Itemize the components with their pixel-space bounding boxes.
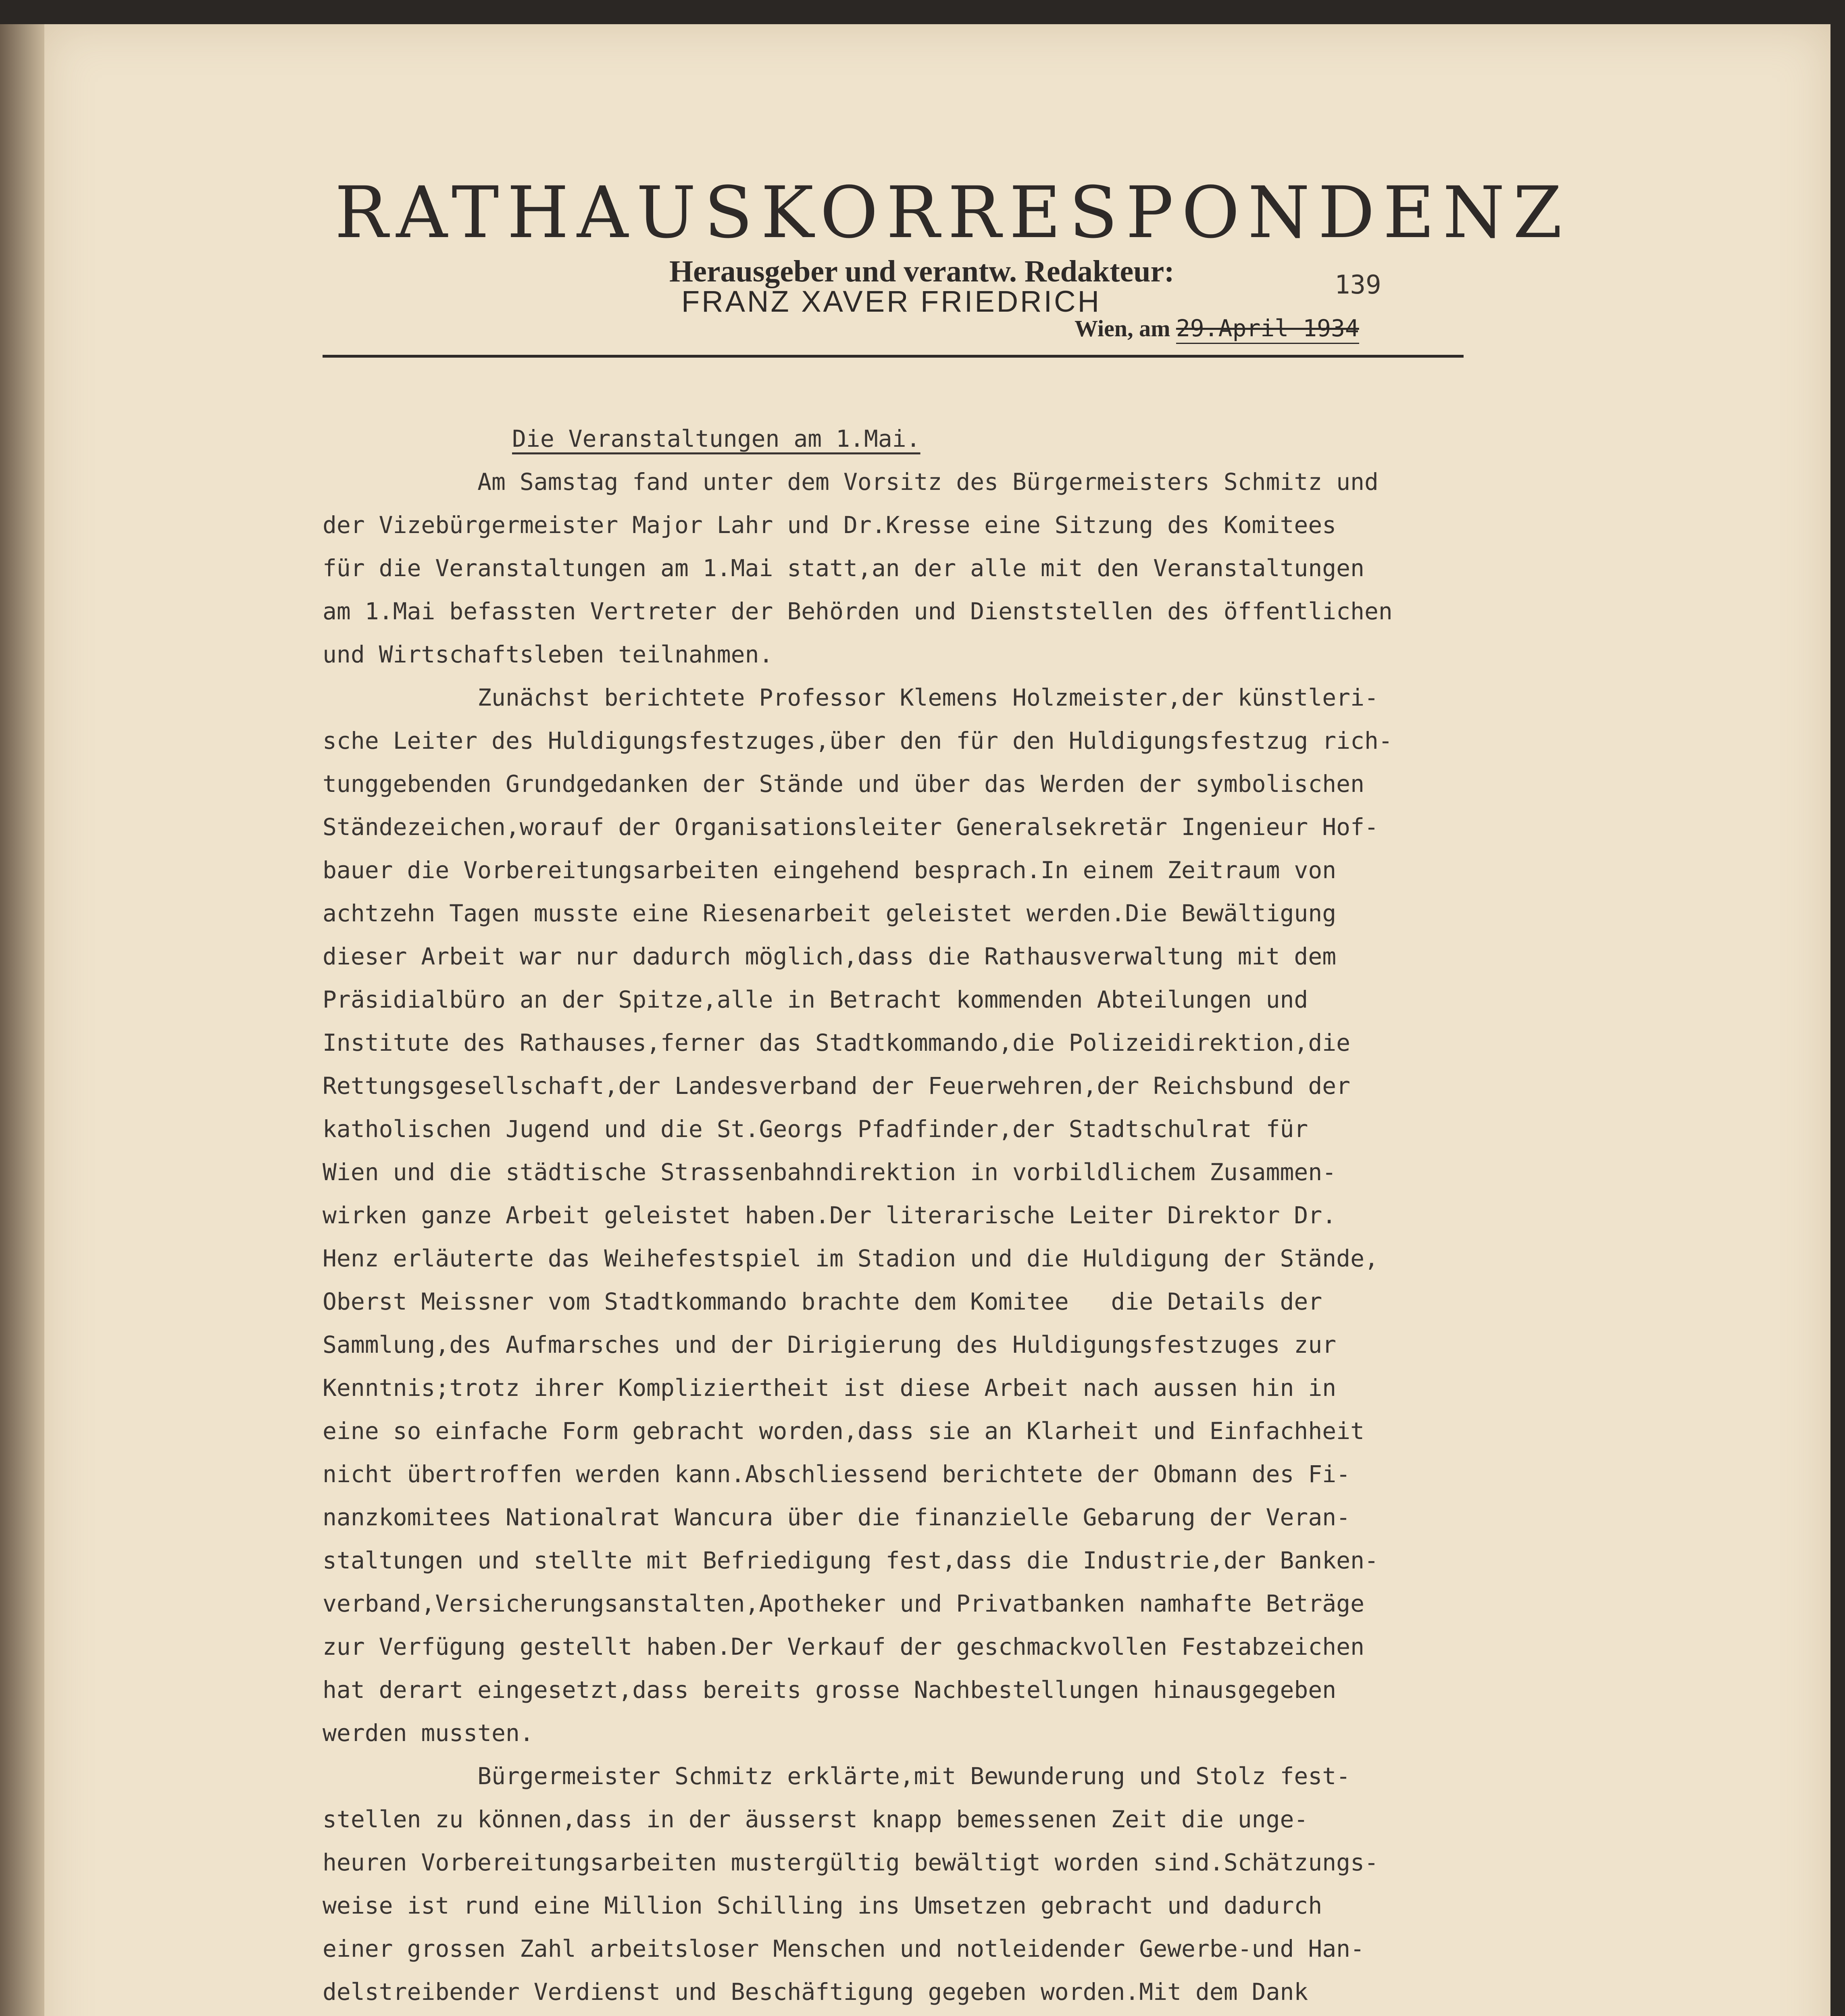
body-line-11: achtzehn Tagen musste eine Riesenarbeit geleistet werden.Die Bewältigung [323, 900, 1337, 927]
body-line-32: stellen zu können,dass in der äusserst knapp bemessenen Zeit die unge- [323, 1806, 1308, 1833]
masthead: RATHAUSKORRESPONDENZ [335, 171, 1570, 254]
body-line-13: Präsidialbüro an der Spitze,alle in Betracht kommenden Abteilungen und [323, 986, 1308, 1013]
dateline [1075, 314, 1359, 342]
page-edge [0, 24, 44, 2016]
body-line-20: Oberst Meissner vom Stadtkommando brachte dem Komitee die Details der [323, 1288, 1322, 1315]
article-title-text: Die Veranstaltungen am 1.Mai. [512, 425, 920, 452]
body-line-9: Ständezeichen,worauf der Organisationsleiter Generalsekretär Ingenieur Hof- [323, 813, 1379, 841]
body-line-22: Kenntnis;trotz ihrer Kompliziertheit ist diese Arbeit nach aussen hin in [323, 1374, 1337, 1402]
body-line-16: katholischen Jugend und die St.Georgs Pfadfinder,der Stadtschulrat für [323, 1115, 1308, 1143]
body-line-10: bauer die Vorbereitungsarbeiten eingehend besprach.In einem Zeitraum von [323, 856, 1337, 884]
body-line-5: und Wirtschaftsleben teilnahmen. [323, 641, 773, 668]
body-line-27: verband,Versicherungsanstalten,Apotheker und Privatbanken namhafte Beträge [323, 1590, 1365, 1617]
body-line-8: tunggebenden Grundgedanken der Stände und über das Werden der symbolischen [323, 770, 1365, 798]
body-line-23: eine so einfache Form gebracht worden,dass sie an Klarheit und Einfachheit [323, 1417, 1365, 1445]
body-line-6: Zunächst berichtete Professor Klemens Holzmeister,der künstleri- [323, 684, 1379, 711]
body-line-18: wirken ganze Arbeit geleistet haben.Der literarische Leiter Direktor Dr. [323, 1202, 1337, 1229]
publisher-name: FRANZ XAVER FRIEDRICH [681, 285, 1102, 318]
place-label: Wien, am [1075, 315, 1170, 342]
body-line-21: Sammlung,des Aufmarsches und der Dirigierung des Huldigungsfestzuges zur [323, 1331, 1337, 1358]
body-line-1: Am Samstag fand unter dem Vorsitz des Bürgermeisters Schmitz und [323, 468, 1379, 496]
body-line-35: einer grossen Zahl arbeitsloser Menschen und notleidender Gewerbe-und Han- [323, 1935, 1365, 1962]
publisher-label: Herausgeber und verantw. Redakteur: [669, 254, 1174, 288]
body-line-34: weise ist rund eine Million Schilling ins Umsetzen gebracht und dadurch [323, 1892, 1322, 1919]
body-line-33: heuren Vorbereitungsarbeiten mustergültig bewältigt worden sind.Schätzungs- [323, 1849, 1379, 1876]
body-line-36: delstreibender Verdienst und Beschäftigung gegeben worden.Mit dem Dank [323, 1978, 1308, 2006]
body-line-4: am 1.Mai befassten Vertreter der Behörden und Dienststellen des öffentlichen [323, 598, 1393, 625]
body-line-12: dieser Arbeit war nur dadurch möglich,dass die Rathausverwaltung mit dem [323, 943, 1337, 970]
header-rule [323, 355, 1464, 358]
body-line-29: hat derart eingesetzt,dass bereits grosse Nachbestellungen hinausgegeben [323, 1676, 1337, 1704]
body-line-26: staltungen und stellte mit Befriedigung fest,dass die Industrie,der Banken- [323, 1547, 1379, 1574]
body-line-25: nanzkomitees Nationalrat Wancura über die finanzielle Gebarung der Veran- [323, 1504, 1351, 1531]
body-line-17: Wien und die städtische Strassenbahndirektion in vorbildlichem Zusammen- [323, 1158, 1337, 1186]
body-line-2: der Vizebürgermeister Major Lahr und Dr.Kresse eine Sitzung des Komitees [323, 511, 1337, 539]
body-line-28: zur Verfügung gestellt haben.Der Verkauf der geschmackvollen Festabzeichen [323, 1633, 1365, 1660]
article-title [323, 417, 1593, 460]
article-body [323, 417, 1593, 2016]
body-line-14: Institute des Rathauses,ferner das Stadtkommando,die Polizeidirektion,die [323, 1029, 1351, 1056]
date: 29.April 1934 [1176, 314, 1359, 344]
page-number: 139 [1335, 270, 1381, 300]
body-line-30: werden mussten. [323, 1719, 534, 1747]
body-line-3: für die Veranstaltungen am 1.Mai statt,an der alle mit den Veranstaltungen [323, 554, 1365, 582]
body-line-19: Henz erläuterte das Weihefestspiel im Stadion und die Huldigung der Stände, [323, 1245, 1379, 1272]
body-line-7: sche Leiter des Huldigungsfestzuges,über den für den Huldigungsfestzug rich- [323, 727, 1393, 754]
body-line-37 [323, 2014, 1593, 2016]
body-line-24: nicht übertroffen werden kann.Abschliessend berichtete der Obmann des Fi- [323, 1460, 1351, 1488]
body-line-15: Rettungsgesellschaft,der Landesverband der Feuerwehren,der Reichsbund der [323, 1072, 1351, 1100]
body-line-31: Bürgermeister Schmitz erklärte,mit Bewunderung und Stolz fest- [323, 1762, 1351, 1790]
